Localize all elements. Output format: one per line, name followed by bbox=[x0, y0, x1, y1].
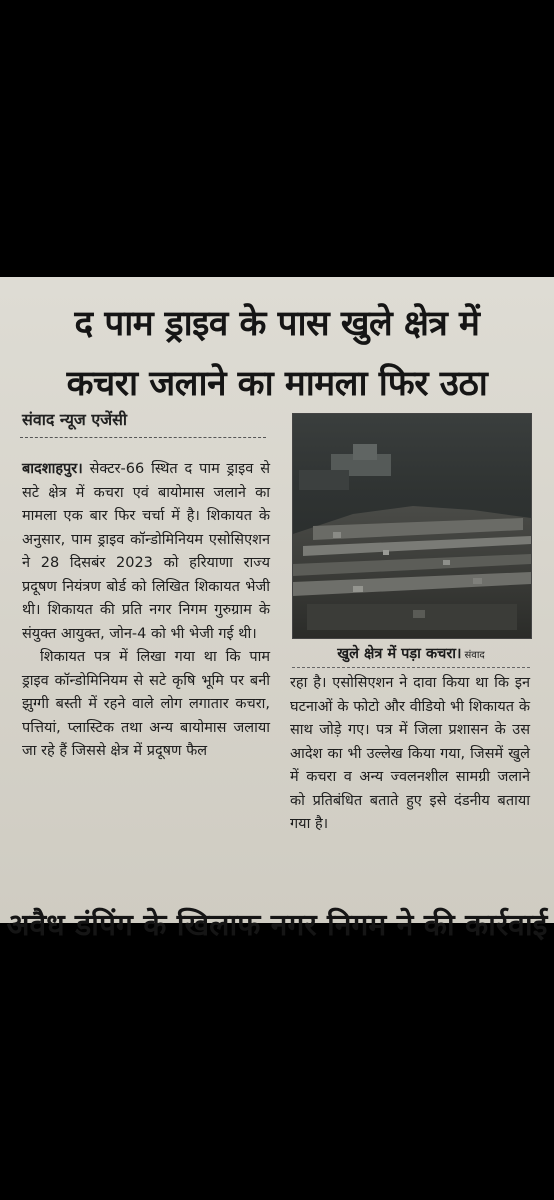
paragraph-1-text: सेक्टर-66 स्थित द पाम ड्राइव से सटे क्षेत्र में कचरा एवं बायोमास जलाने का मामला एक बार फिर चर्चा में है। शिकायत के अनुसार, पाम ड्राइव कॉन्डोमिनियम एसोसिएशन ने 28 दिसबंर 2023 को हरियाणा राज्य प्रदूषण नियंत्रण बोर्ड को लिखित शिकायत भेजी थी। शिकायत की प्रति नगर निगम गुरुग्राम के संयुक्त आयुक्त, जोन-4 को भी भेजी गई थी। bbox=[22, 461, 270, 642]
agency-byline: संवाद न्यूज एजेंसी bbox=[22, 410, 128, 429]
article-column-left bbox=[22, 458, 270, 764]
photo-caption bbox=[292, 643, 530, 668]
next-article-headline: अवैध डंपिंग के खिलाफ नगर निगम ने की कार्रवाई bbox=[6, 908, 548, 943]
headline-line-1: द पाम ड्राइव के पास खुले क्षेत्र में bbox=[74, 304, 480, 344]
news-photo bbox=[292, 413, 532, 639]
article-column-right bbox=[290, 672, 530, 837]
dateline: बादशाहपुर। bbox=[22, 461, 83, 477]
paragraph-2: शिकायत पत्र में लिखा गया था कि पाम ड्राइव कॉन्डोमिनियम से सटे कृषि भूमि पर बनी झुग्गी बस्ती में रहने वाले लोग लगातार कचरा, पत्तियां, प्लास्टिक तथा अन्य बायोमास जलाया जा रहे हैं जिससे क्षेत्र में प्रदूषण फैल bbox=[22, 649, 270, 759]
garbage-field-photo bbox=[293, 414, 531, 638]
paragraph-3: रहा है। एसोसिएशन ने दावा किया था कि इन घटनाओं के फोटो और वीडियो भी शिकायत के साथ जोड़े गए। पत्र में जिला प्रशासन के उस आदेश का भी उल्लेख किया गया, जिसमें खुले में कचरा व अन्य ज्वलनशील सामग्री जलाने को प्रतिबंधित बताते हुए इसे दंडनीय बताया गया है। bbox=[290, 675, 530, 832]
newspaper-clipping bbox=[0, 277, 554, 943]
caption-credit: संवाद bbox=[464, 650, 485, 661]
headline-line-2: कचरा जलाने का मामला फिर उठा bbox=[66, 364, 488, 404]
caption-text: खुले क्षेत्र में पड़ा कचरा। bbox=[337, 646, 462, 662]
byline-divider bbox=[20, 437, 266, 438]
paragraph-1 bbox=[22, 458, 270, 646]
